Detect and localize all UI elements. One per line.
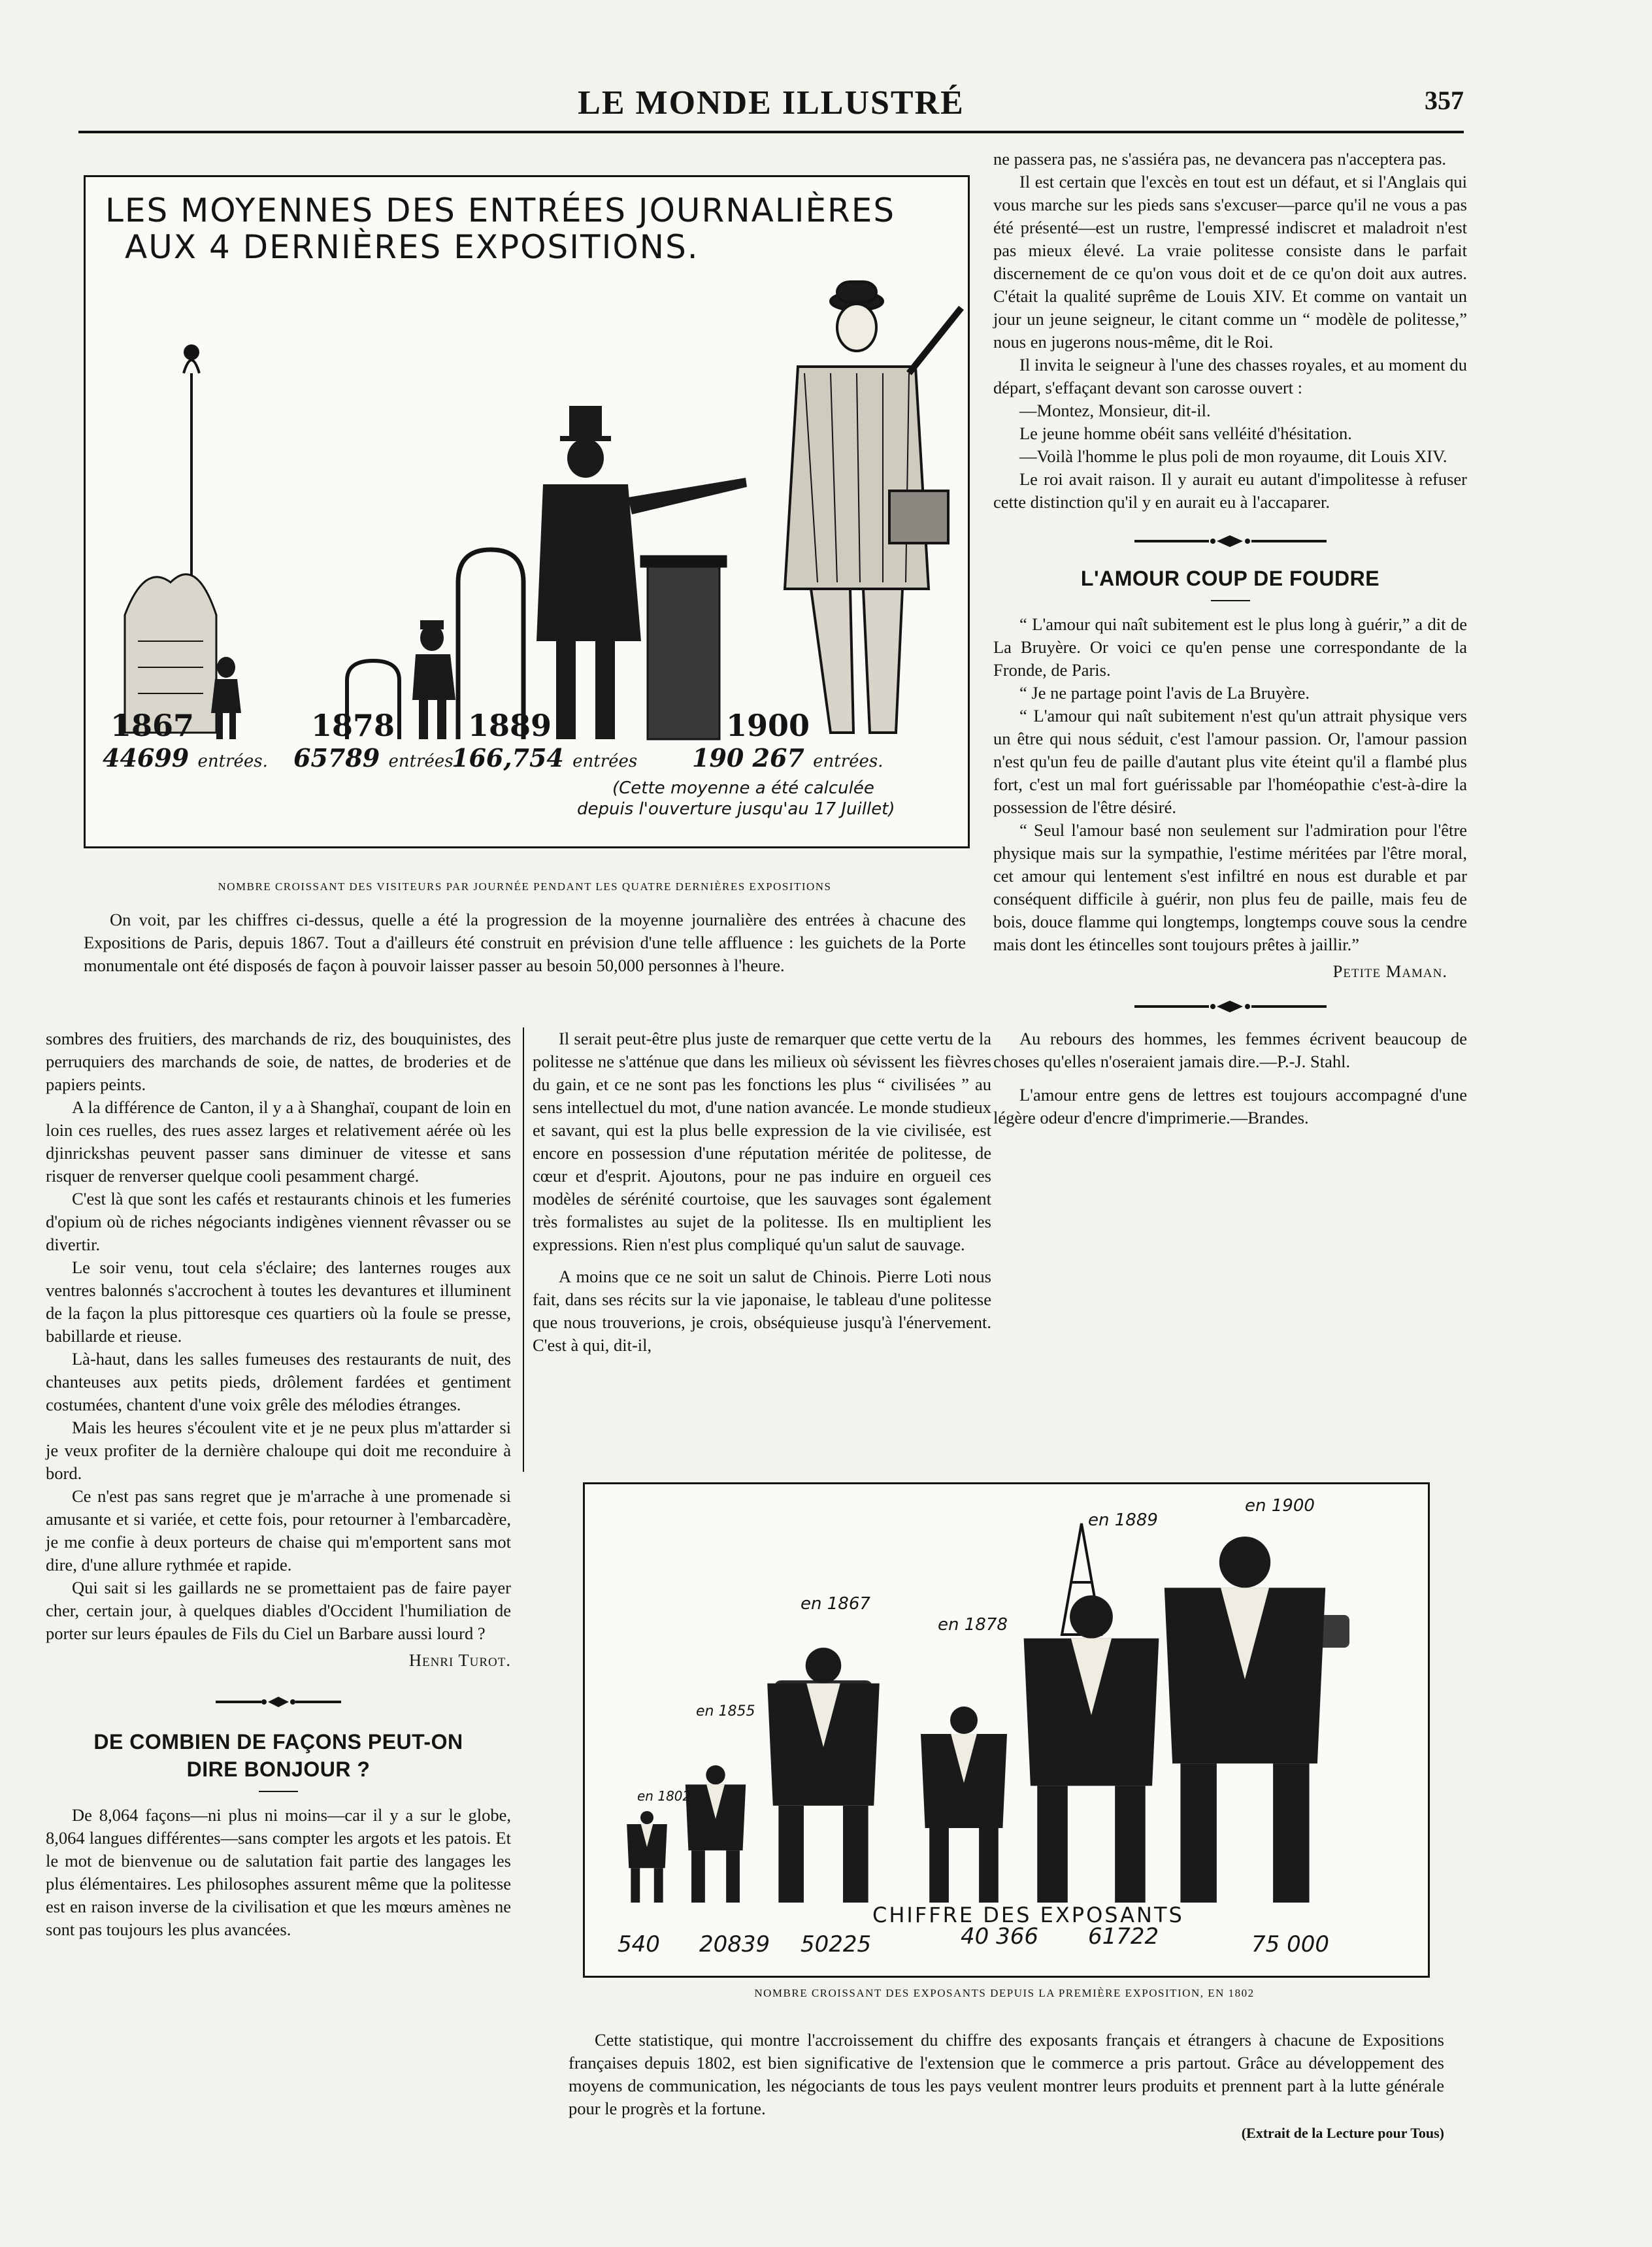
illustration-title-line2: AUX 4 DERNIÈRES EXPOSITIONS. xyxy=(125,228,699,266)
col2-paragraph: Il serait peut-être plus juste de remarquer que cette vertu de la politesse ne s'atténue que dans les milieux où sévissent les fièvres du gain, et ce ne sont pas les fonctions les plus “ civilisées ” au sens intellectuel du mot, d'une nation avancée. Le monde studieux et savant, qui est la plus belle expression de la vie civilisée, est encore en possession d'une réputation méritée de politesse, de cœur et d'esprit. Ajoutons, pour ne pas induire en orgueil ces modèles de sérénité courtoise, que les sauvages sont également très formalistes au sujet de la politesse. Ils en multiplient les expressions. Rien n'est plus compliqué qu'un salut de sauvage. xyxy=(533,1029,991,1254)
attendance-paragraph xyxy=(84,908,966,977)
signature-petite-maman: Petite Maman. xyxy=(1332,961,1447,981)
bonjour-headline-line2: DIRE BONJOUR ? xyxy=(186,1757,371,1781)
year-1878: 1878 xyxy=(311,708,395,743)
year-label-1802: en 1802 xyxy=(637,1788,691,1804)
ornament-divider xyxy=(993,528,1467,554)
exhibitors-caption: NOMBRE CROISSANT DES EXPOSANTS DEPUIS LA PREMIÈRE EXPOSITION, EN 1802 xyxy=(754,1987,1255,1999)
exhibitors-text: Cette statistique, qui montre l'accroissement du chiffre des exposants français et étrangers à chacune de Expositions françaises depuis 1802, est bien significative de l'extension que le commerce a pris partout. Grâce au développement des moyens de communication, les négociants de tous les pays veulent montrer leurs produits et prennent part à la lutte générale pour le progrès et la fortune. xyxy=(569,2030,1444,2118)
exhibitors-illustration xyxy=(583,1482,1430,1978)
unit-1878: entrées. xyxy=(388,752,459,771)
amour-paragraph: “ L'amour qui naît subitement n'est qu'un attrait physique vers un être qui nous séduit, c'est l'amour passion. Or, l'amour passion n'est qu'un feu de paille d'autant plus vite éteint qu'il a flambé plus fort, c'est un mal fort guérissable par l'homéopathie c'est-à-dire la possession de l'être désiré. xyxy=(993,706,1467,817)
crowd-drawing xyxy=(86,275,968,746)
ornament-divider xyxy=(993,993,1467,1020)
exhibitor-figure xyxy=(1024,1595,1159,1903)
year-label-1900: en 1900 xyxy=(1245,1496,1315,1516)
exhibitor-figure xyxy=(686,1765,746,1903)
col3-paragraph: ne passera pas, ne s'assiéra pas, ne devancera pas n'acceptera pas. xyxy=(993,149,1447,169)
column-2 xyxy=(533,1027,991,1357)
exhibitors-paragraph xyxy=(569,2029,1444,2144)
ticket-booth xyxy=(641,556,726,739)
column-1 xyxy=(46,1027,511,1941)
count-1900: 190 267 xyxy=(692,743,804,773)
headline-rule xyxy=(1211,600,1250,601)
col3-paragraph: Le roi avait raison. Il y aurait eu autant d'impolitesse à refuser cette distinction qu'il y en aurait eu à l'accaparer. xyxy=(993,469,1467,512)
count-1802: 540 xyxy=(618,1931,660,1957)
count-1878: 40 366 xyxy=(961,1923,1038,1950)
attendance-illustration xyxy=(84,175,970,848)
average-note-line1: (Cette moyenne a été calculée xyxy=(612,778,874,798)
amour-headline: L'AMOUR COUP DE FOUDRE xyxy=(1080,567,1380,590)
exhibitor-figure xyxy=(1165,1537,1325,1903)
col2-paragraph: A moins que ce ne soit un salut de Chinois. Pierre Loti nous fait, dans ses récits sur la vie japonaise, le tableau d'une politesse que nous trouverions, je crois, obséquieuse jusqu'à l'énervement. C'est à qui, dit-il, xyxy=(533,1267,991,1355)
count-1867: 44699 xyxy=(103,743,190,773)
entries-1878 xyxy=(293,743,459,773)
amour-paragraph: “ Seul l'amour basé non seulement sur l'admiration pour l'être physique mais sur la sympathie, l'estime méritées par l'être moral, cet amour qui lentement s'est infiltré en nous est durable et par conséquent difficile à guérir, non plus feu de paille, mais feu de bois, douce flamme qui longtemps, longtemps couve sous la cendre mais dont les étincelles sont toujours prêtes à jaillir.” xyxy=(993,820,1467,954)
year-1900: 1900 xyxy=(726,708,810,743)
exhibitor-figure xyxy=(767,1648,880,1903)
col3-paragraph: Il invita le seigneur à l'une des chasses royales, et au moment du départ, s'effaçant devant son carosse ouvert : xyxy=(993,355,1467,397)
newspaper-title: LE MONDE ILLUSTRÉ xyxy=(578,84,965,122)
count-1878: 65789 xyxy=(293,743,380,773)
count-1889: 61722 xyxy=(1088,1923,1159,1950)
bonjour-paragraph: De 8,064 façons—ni plus ni moins—car il y a sur le globe, 8,064 langues différentes—sans compter les argots et les patois. Et le mot de bienvenue ou de salutation fait partie des langages les plus élémentaires. Les philosophes assurent même que la politesse est en raison inverse de la civilisation et que les mœurs amènes ne sont pas toujours les plus avancées. xyxy=(46,1805,511,1939)
ornament-divider xyxy=(46,1689,511,1715)
entries-1867 xyxy=(103,743,268,773)
col1-paragraph: C'est là que sont les cafés et restaurants chinois et les fumeries d'opium où de riches négociants indigènes viennent rêvasser ou se divertir. xyxy=(46,1189,511,1254)
bonjour-headline-line1: DE COMBIEN DE FAÇONS PEUT-ON xyxy=(93,1730,463,1754)
year-label-1878: en 1878 xyxy=(938,1615,1008,1635)
col3-paragraph: —Voilà l'homme le plus poli de mon royaume, dit Louis XIV. xyxy=(1019,446,1447,466)
count-1889: 166,754 xyxy=(452,743,564,773)
count-1900: 75 000 xyxy=(1251,1931,1329,1957)
count-1867: 50225 xyxy=(801,1931,872,1957)
attendance-caption: NOMBRE CROISSANT DES VISITEURS PAR JOURNÉE PENDANT LES QUATRE DERNIÈRES EXPOSITIONS xyxy=(218,880,832,893)
amour-paragraph: “ Je ne partage point l'avis de La Bruyère. xyxy=(1019,683,1310,703)
exhibitors-axis-label: CHIFFRE DES EXPOSANTS xyxy=(872,1903,1184,1927)
year-label-1855: en 1855 xyxy=(696,1703,755,1720)
year-label-1867: en 1867 xyxy=(801,1594,870,1614)
signature-turot: Henri Turot. xyxy=(408,1650,511,1670)
col3-paragraph: Il est certain que l'excès en tout est un défaut, et si l'Anglais qui vous marche sur les pieds sans s'excuser—parce qu'il ne vous a pas été présenté—est un rustre, l'empressé indiscret et maladroit n'est pas mieux élevé. La vraie politesse consiste dans le parfait discernement de ce qu'on vous doit et de ce qu'on doit aux autres. C'était la qualité suprême de Louis XIV. Et comme on vantait un jour un jeune seigneur, le citant comme un “ modèle de politesse,” nous en jugerons nous-même, dit le Roi. xyxy=(993,172,1467,352)
col1-paragraph: Ce n'est pas sans regret que je m'arrache à une promenade si amusante et si variée, et cette fois, pour retourner à l'embarcadère, je me confie à deux porteurs de chaise qui m'emportent sans mot dire, d'une allure rythmée et rapide. xyxy=(46,1486,511,1574)
col1-paragraph: Là-haut, dans les salles fumeuses des restaurants de nuit, des chanteuses aux petits pieds, drôlement fardées et gentiment costumées, chantent d'une voix grêle des mélodies étranges. xyxy=(46,1349,511,1414)
year-1867: 1867 xyxy=(110,708,195,743)
figure-1878 xyxy=(412,620,455,739)
source-note: (Extrait de la Lecture pour Tous) xyxy=(1241,2125,1444,2141)
illustration-title-line1: LES MOYENNES DES ENTRÉES JOURNALIÈRES xyxy=(105,191,896,229)
entries-1900 xyxy=(692,743,884,773)
quote-brandes: L'amour entre gens de lettres est toujours accompagné d'une légère odeur d'encre d'imprimerie.—Brandes. xyxy=(993,1085,1467,1127)
col3-paragraph: —Montez, Monsieur, dit-il. xyxy=(1019,401,1211,420)
col1-paragraph: Mais les heures s'écoulent vite et je ne peux plus m'attarder si je veux profiter de la dernière chaloupe qui doit me reconduire à bord. xyxy=(46,1418,511,1483)
year-label-1889: en 1889 xyxy=(1088,1510,1158,1530)
unit-1889: entrées xyxy=(572,752,638,771)
col1-paragraph: Le soir venu, tout cela s'éclaire; des lanternes rouges aux ventres balonnés s'accrochent à toutes les devantures et illuminent de la façon la plus pittoresque ces quartiers où la foule se presse, babillarde et rieuse. xyxy=(46,1257,511,1346)
column-3 xyxy=(993,148,1467,1129)
unit-1900: entrées. xyxy=(813,752,884,771)
col1-paragraph: Qui sait si les gaillards ne se promettaient pas de faire payer cher, certain jour, à quelques diables d'Occident l'humiliation de porter sur leurs épaules de Fils du Ciel un Barbare aussi lourd ? xyxy=(46,1578,511,1643)
entries-1889 xyxy=(452,743,637,773)
quote-stahl: Au rebours des hommes, les femmes écrivent beaucoup de choses qu'elles n'oseraient jamais dire.—P.-J. Stahl. xyxy=(993,1029,1467,1071)
col1-paragraph: A la différence de Canton, il y a à Shanghaï, coupant de loin en loin ces ruelles, des rues assez larges et relativement aérée où les djinrickshas peuvent passer sans diminuer de vitesse et sans risquer de renverser quelque cooli pesamment chargé. xyxy=(46,1097,511,1186)
unit-1867: entrées. xyxy=(197,752,268,771)
attendance-text: On voit, par les chiffres ci-dessus, quelle a été la progression de la moyenne journalière des entrées à chacune des Expositions de Paris, depuis 1867. Tout a d'ailleurs été construit en prévision d'une telle affluence : les guichets de la Porte monumentale ont été disposés de façon à pouvoir laisser passer au besoin 50,000 personnes à l'heure. xyxy=(84,910,966,975)
figure-1900 xyxy=(785,282,961,733)
masthead xyxy=(78,78,1464,133)
exhibitor-figure xyxy=(627,1811,667,1903)
average-note-line2: depuis l'ouverture jusqu'au 17 Juillet) xyxy=(577,799,895,819)
col3-paragraph: Le jeune homme obéit sans velléité d'hésitation. xyxy=(1019,424,1352,443)
column-separator xyxy=(523,1027,524,1472)
exhibitor-figure xyxy=(921,1706,1007,1903)
headline-rule xyxy=(259,1791,298,1792)
page-number: 357 xyxy=(1425,86,1464,115)
count-1855: 20839 xyxy=(699,1931,770,1957)
year-1889: 1889 xyxy=(468,708,552,743)
col1-paragraph: sombres des fruitiers, des marchands de riz, des bouquinistes, des perruquiers des marchands de soie, de nattes, de broderies et de papiers peints. xyxy=(46,1029,511,1094)
amour-paragraph: “ L'amour qui naît subitement est le plus long à guérir,” a dit de La Bruyère. Or voici ce qu'en pense une correspondante de la Fronde, de Paris. xyxy=(993,614,1467,680)
